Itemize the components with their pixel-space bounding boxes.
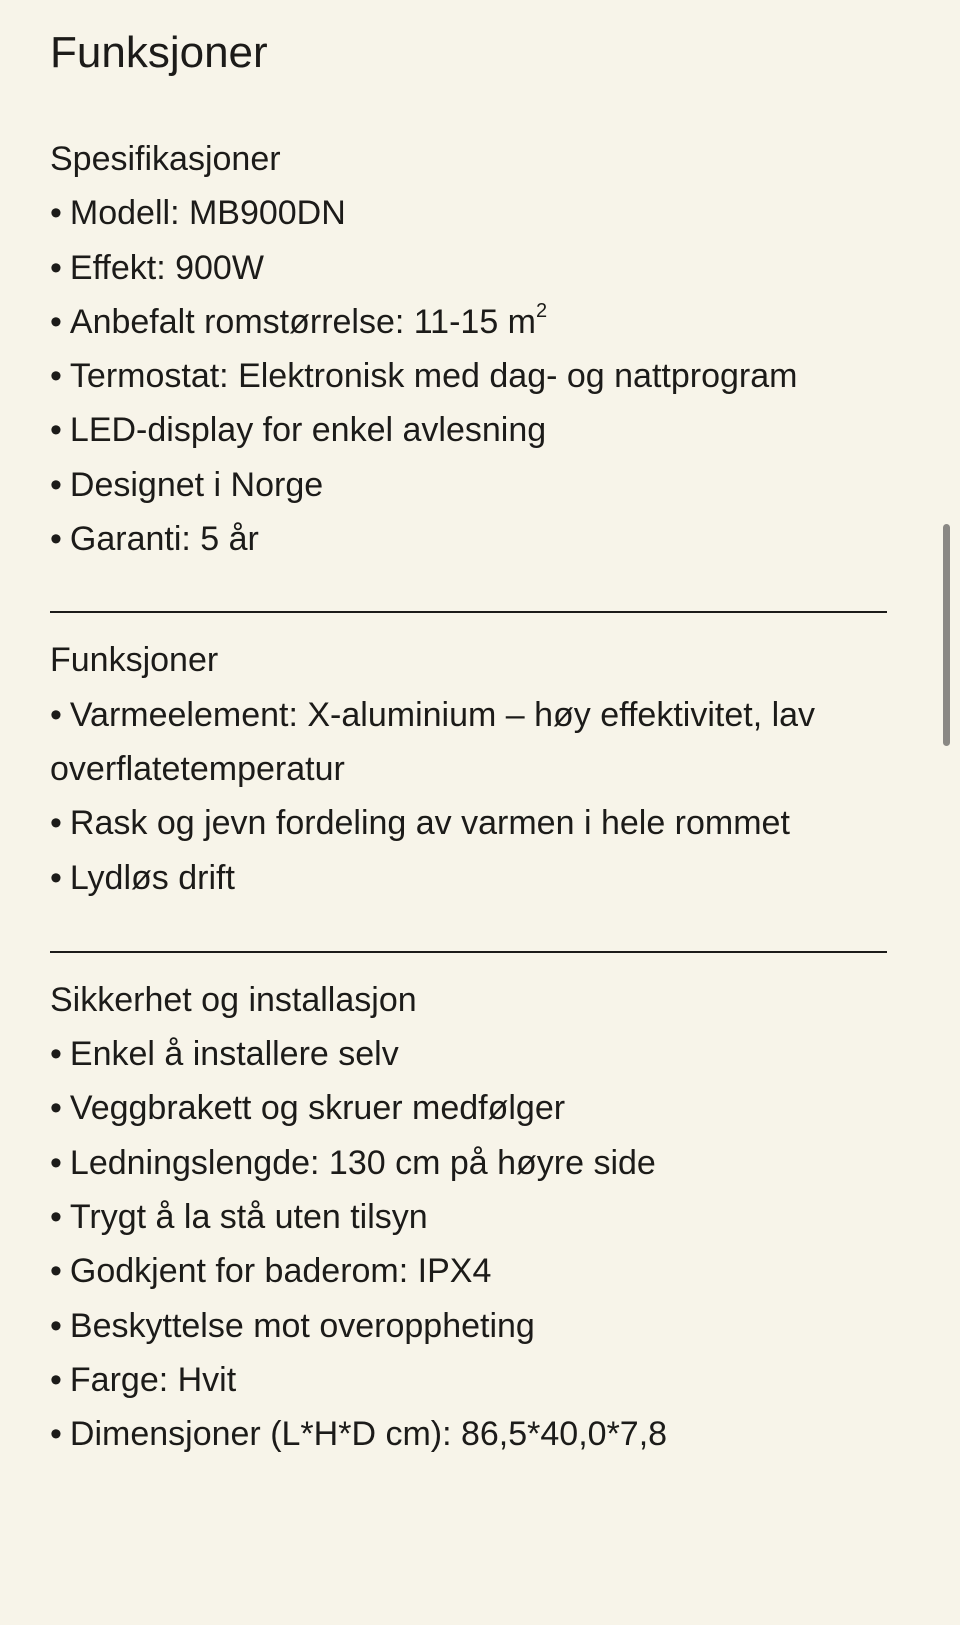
list-item: • Ledningslengde: 130 cm på høyre side	[50, 1136, 890, 1190]
spec-list	[50, 186, 890, 566]
list-item-text: Anbefalt romstørrelse: 11-15 m	[69, 302, 536, 341]
list-item: • Trygt å la stå uten tilsyn	[50, 1190, 890, 1244]
section-safety-installation	[50, 973, 890, 1462]
list-item: • Enkel å installere selv	[50, 1027, 890, 1081]
superscript: 2	[536, 299, 548, 322]
list-item: • Farge: Hvit	[50, 1353, 890, 1407]
list-item	[50, 295, 890, 349]
safety-list	[50, 1027, 890, 1461]
list-item: • Modell: MB900DN	[50, 186, 890, 240]
list-item: • Godkjent for baderom: IPX4	[50, 1244, 890, 1298]
section-specifications	[50, 132, 890, 566]
list-item: • Termostat: Elektronisk med dag- og nattprogram	[50, 349, 890, 403]
list-item: • Designet i Norge	[50, 458, 890, 512]
scrollbar-thumb[interactable]	[943, 524, 950, 746]
list-item: • LED-display for enkel avlesning	[50, 403, 890, 457]
section-heading: Sikkerhet og installasjon	[50, 980, 417, 1019]
divider	[50, 951, 887, 953]
section-functions	[50, 633, 890, 904]
list-item: • Rask og jevn fordeling av varmen i hele rommet	[50, 796, 890, 850]
divider	[50, 611, 887, 613]
list-item: • Beskyttelse mot overoppheting	[50, 1299, 890, 1353]
list-item: • Varmeelement: X-aluminium – høy effektivitet, lav overflatetemperatur	[50, 688, 890, 797]
page-title: Funksjoner	[50, 28, 268, 77]
function-list	[50, 688, 890, 905]
list-item: • Veggbrakett og skruer medfølger	[50, 1081, 890, 1135]
list-item: • Effekt: 900W	[50, 241, 890, 295]
section-heading: Spesifikasjoner	[50, 140, 281, 178]
list-item: • Lydløs drift	[50, 851, 890, 905]
list-item: • Dimensjoner (L*H*D cm): 86,5*40,0*7,8	[50, 1407, 890, 1461]
section-heading: Funksjoner	[50, 641, 219, 680]
content-area	[50, 0, 890, 1462]
list-item: • Garanti: 5 år	[50, 512, 890, 566]
